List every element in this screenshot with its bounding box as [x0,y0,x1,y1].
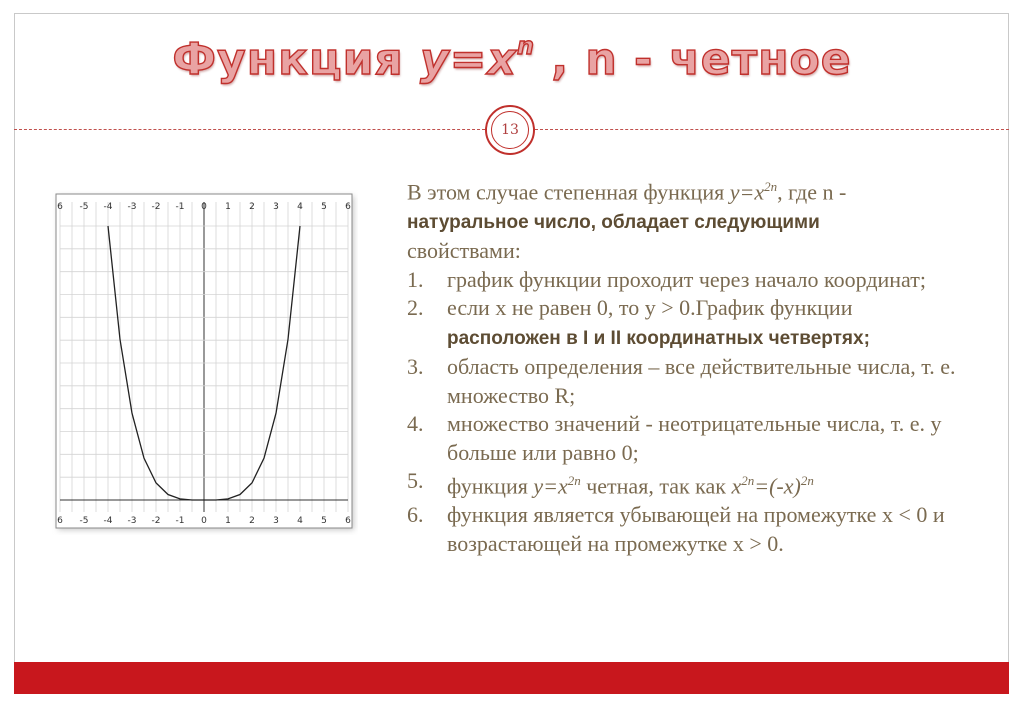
tick-label: 5 [321,202,327,212]
tick-label: -3 [127,202,137,212]
list-item: 2. если x не равен 0, то y > 0.График функции расположен в I и II координатных четвертях; [407,295,870,349]
properties-text: В этом случае степенная функция $y=x^{2n}$, где n - натуральное число, обладает следующими свойствами: 1. график функции проходит через начало координат; 2. если x не равен 0, то y > 0.График функции расположен в I и II координатных четвертях; 3. область определения – все действительные числа, т. е. множество R; 4. множество значений - неотрицательные числа, т. е. y больше или равно 0; 5. функция $y=x^{2n}$ четная, так как $x^{2n}=(-x)^{2n}$ 6. функция является убывающей на промежутке x < 0 и возрастающей на промежутке x > 0. [407,173,1007,558]
tick-label: -4 [103,516,113,526]
tick-label: 4 [297,516,303,526]
footer-bar [14,662,1009,694]
slide-number: 13 [491,111,529,149]
function-graph [52,190,358,535]
tick-label: -2 [151,516,161,526]
slide-title: Функция $y=x^n$ , n - четное [172,32,852,85]
list-item: 3. область определения – все действительные числа, т. е. множество R; [407,354,956,408]
list-item: 4. множество значений - неотрицательные числа, т. е. y больше или равно 0; [407,411,942,465]
tick-label: -5 [79,516,89,526]
tick-label: 3 [273,516,279,526]
tick-label: -1 [175,202,185,212]
tick-label: -2 [151,202,161,212]
tick-label: 2 [249,516,255,526]
list-item: 5. функция $y=x^{2n}$ четная, так как $x^{2n}=(-x)^{2n}$ [407,468,814,499]
divider-right [535,129,1009,130]
list-item: 1. график функции проходит через начало координат; [407,266,926,292]
intro-text: В этом случае степенная функция $y=x^{2n}$, где n - [407,179,847,205]
tick-label: -1 [175,516,185,526]
list-item: 6. функция является убывающей на промежутке x < 0 и возрастающей на промежутке x > 0. [407,502,945,556]
tick-label: 0 [201,516,207,526]
tick-label: 3 [273,202,279,212]
tick-label: -5 [79,202,89,212]
divider-left [14,129,485,130]
tick-label: -3 [127,516,137,526]
tick-label: 6 [57,516,63,526]
tick-label: 6 [345,516,351,526]
tick-label: 2 [249,202,255,212]
tick-label: 0 [201,202,207,212]
tick-label: 6 [57,202,63,212]
tick-label: -4 [103,202,113,212]
tick-label: 6 [345,202,351,212]
tick-label: 5 [321,516,327,526]
slide-number-badge [485,105,535,155]
tick-label: 1 [225,516,231,526]
tick-label: 4 [297,202,303,212]
tick-label: 1 [225,202,231,212]
